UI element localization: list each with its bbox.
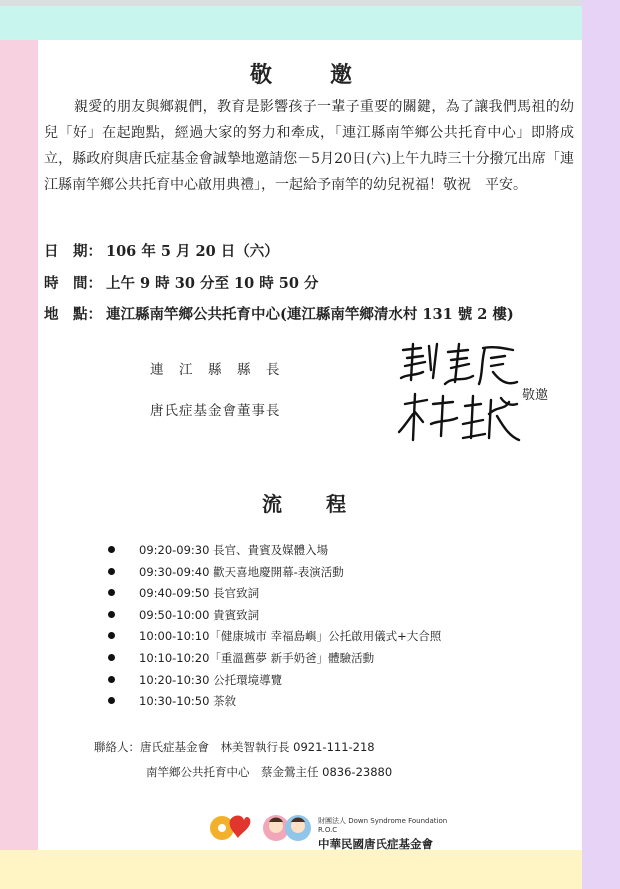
foundation-name-block	[318, 816, 468, 852]
bullet-icon	[108, 697, 115, 704]
contact-line-1	[94, 739, 375, 755]
contact-label: 聯絡人：	[94, 740, 140, 754]
bullet-icon	[108, 654, 115, 661]
time-label: 時 間：	[44, 275, 102, 292]
place-value: 連江縣南竿鄉公共托育中心(連江縣南竿鄉清水村 131 號 2 樓)	[106, 306, 514, 323]
agenda-item	[108, 648, 441, 670]
bullet-icon	[108, 632, 115, 639]
salute-text: 敬邀	[522, 388, 549, 403]
left-color-band	[0, 40, 38, 850]
bullet-icon	[108, 611, 115, 618]
footer-logos	[208, 810, 468, 851]
top-grey-strip	[0, 0, 620, 6]
agenda-item-text: 10:20-10:30 公托環境導覽	[139, 672, 283, 687]
bullet-icon	[108, 568, 115, 575]
agenda-item-text: 10:00-10:10「健康城市 幸福島嶼」公托啟用儀式+大合照	[139, 629, 442, 644]
signer-chairman: 唐氏症基金會董事長	[150, 403, 281, 419]
agenda-item	[108, 540, 441, 562]
place-label: 地 點：	[44, 306, 102, 323]
agenda-item-text: 09:20-09:30 長官、貴賓及媒體入場	[139, 543, 329, 557]
agenda-item	[108, 691, 441, 713]
county-logo-icon	[208, 810, 252, 844]
agenda-item-text: 09:40-09:50 長官致詞	[139, 586, 260, 601]
agenda-title: 流 程	[262, 492, 358, 516]
top-color-band	[0, 0, 620, 40]
foundation-english-name: 財團法人 Down Syndrome Foundation R.O.C	[318, 817, 448, 834]
date-label: 日 期：	[44, 243, 102, 260]
agenda-item	[108, 605, 441, 627]
handwritten-signatures	[393, 340, 523, 450]
contact-line-2: 南竿鄉公共托育中心 蔡金鶯主任 0836-23880	[146, 765, 393, 779]
place-row	[44, 303, 514, 324]
date-row	[44, 240, 279, 261]
agenda-item-text: 09:30-09:40 歡天喜地慶開幕-表演活動	[139, 564, 344, 579]
bullet-icon	[108, 589, 115, 596]
agenda-item-text: 09:50-10:00 貴賓致詞	[139, 607, 260, 622]
foundation-logo-icon	[260, 810, 316, 844]
agenda-item-text: 10:30-10:50 茶敘	[139, 694, 237, 709]
right-color-band	[582, 0, 620, 889]
invitation-intro: 親愛的朋友與鄉親們，教育是影響孩子一輩子重要的關鍵，為了讓我們馬祖的幼兒「好」在起跑點，經過大家的努力和牽成，「連江縣南竿鄉公共托育中心」即將成立，縣政府與唐氏症基金會誠摯地邀請您－5月20日(六)上午九時三十分撥冗出席「連江縣南竿鄉公共托育中心啟用典禮」，一起給予南竿的幼兒祝福！敬祝 平安。	[44, 99, 574, 193]
foundation-name: 中華民國唐氏症基金會	[318, 837, 433, 851]
time-row	[44, 272, 319, 293]
agenda-item-text: 10:10-10:20「重溫舊夢 新手奶爸」體驗活動	[139, 650, 375, 665]
signer-mayor: 連 江 縣 縣 長	[150, 362, 281, 378]
contact-foundation: 唐氏症基金會 林美智執行長 0921-111-218	[140, 740, 375, 754]
agenda-item	[108, 562, 441, 584]
agenda-item	[108, 583, 441, 605]
agenda-list	[108, 540, 441, 713]
agenda-item	[108, 670, 441, 692]
date-value: 106 年 5 月 20 日（六）	[106, 243, 279, 260]
bottom-color-band	[0, 850, 582, 889]
agenda-item	[108, 626, 441, 648]
bullet-icon	[108, 676, 115, 683]
time-value: 上午 9 時 30 分至 10 時 50 分	[106, 275, 319, 292]
invitation-paper	[38, 40, 582, 850]
invitation-title: 敬 邀	[249, 62, 370, 88]
bullet-icon	[108, 546, 115, 553]
